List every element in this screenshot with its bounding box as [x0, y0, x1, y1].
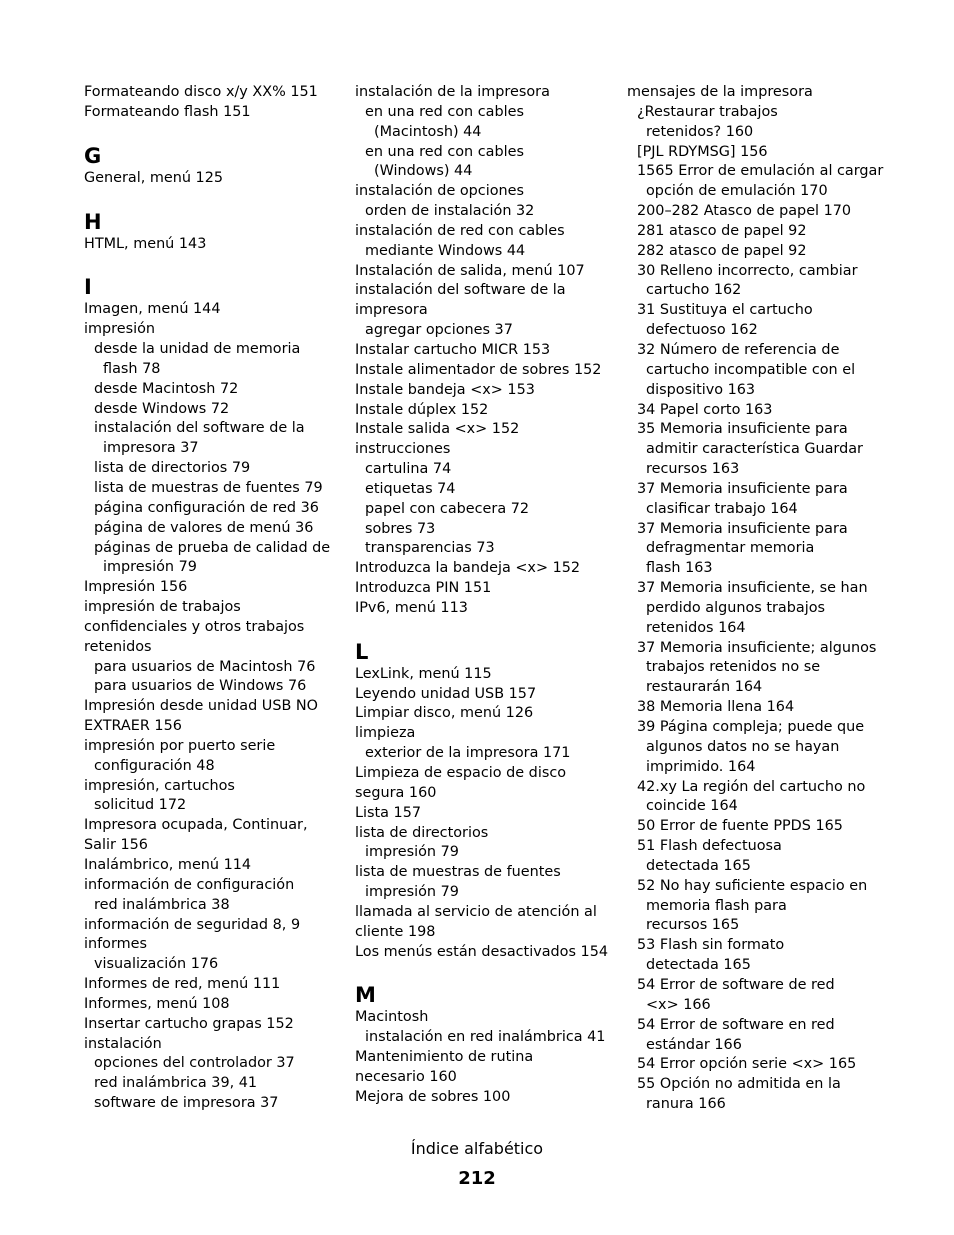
index-subentry: 37 Memoria insuficiente; algunos — [637, 639, 877, 656]
index-entry: segura 160 — [355, 784, 437, 801]
index-subentry: 32 Número de referencia de — [637, 341, 840, 358]
index-entry: General, menú 125 — [84, 169, 224, 186]
index-entry: Instalación de salida, menú 107 — [355, 262, 585, 279]
index-subentry: opción de emulación 170 — [646, 183, 828, 200]
index-subentry: desde la unidad de memoria — [94, 341, 301, 358]
index-subentry: 37 Memoria insuficiente para — [637, 480, 848, 497]
index-subentry: en una red con cables — [365, 143, 524, 160]
index-subentry: 37 Memoria insuficiente para — [637, 520, 848, 537]
index-subentry: detectada 165 — [646, 957, 751, 974]
index-subentry: desde Windows 72 — [94, 400, 230, 417]
index-subentry: agregar opciones 37 — [365, 322, 513, 339]
index-entry: Salir 156 — [84, 837, 148, 854]
index-entry: Instale dúplex 152 — [355, 401, 489, 418]
index-entry: limpieza — [355, 725, 416, 742]
index-letter-heading: I — [84, 275, 92, 300]
index-subentry: 54 Error de software de red — [637, 976, 835, 993]
index-letter-heading: G — [84, 143, 102, 168]
index-subentry: cartulina 74 — [365, 461, 452, 478]
index-subentry: flash 163 — [646, 560, 713, 577]
index-subentry: detectada 165 — [646, 857, 751, 874]
index-subentry: en una red con cables — [365, 103, 524, 120]
index-subentry: admitir característica Guardar — [646, 441, 863, 458]
index-subentry: retenidos 164 — [646, 619, 746, 636]
index-subentry: exterior de la impresora 171 — [365, 745, 571, 762]
index-entry: mensajes de la impresora — [627, 84, 813, 100]
index-entry: cliente 198 — [355, 923, 436, 940]
index-subentry: algunos datos no se hayan — [646, 738, 840, 755]
index-entry: Formateando flash 151 — [84, 103, 251, 120]
index-subentry: 282 atasco de papel 92 — [637, 242, 807, 259]
index-subentry: lista de muestras de fuentes 79 — [94, 479, 323, 496]
index-entry: confidenciales y otros trabajos — [84, 618, 305, 635]
index-entry: LexLink, menú 115 — [355, 665, 492, 682]
index-subentry: transparencias 73 — [365, 540, 495, 557]
index-subentry: software de impresora 37 — [94, 1095, 279, 1112]
index-subentry: cartucho incompatible con el — [646, 361, 856, 378]
index-subentry: coincide 164 — [646, 798, 738, 815]
index-entry: instalación de la impresora — [355, 84, 550, 100]
index-subentry: dispositivo 163 — [646, 381, 756, 398]
index-subentry: [PJL RDYMSG] 156 — [637, 143, 768, 160]
index-letter-heading: M — [355, 983, 376, 1008]
index-subentry: papel con cabecera 72 — [365, 500, 530, 517]
index-entry: Introduzca PIN 151 — [355, 580, 492, 597]
index-entry: informes — [84, 936, 148, 953]
index-subentry: desde Macintosh 72 — [94, 380, 239, 397]
index-subentry: páginas de prueba de calidad de — [94, 539, 331, 556]
index-subentry: impresión 79 — [365, 844, 459, 861]
index-entry: Instalar cartucho MICR 153 — [355, 341, 551, 358]
index-entry: Insertar cartucho grapas 152 — [84, 1015, 294, 1032]
index-subentry: 35 Memoria insuficiente para — [637, 421, 848, 438]
index-subentry: imprimido. 164 — [646, 758, 756, 775]
index-subentry: página de valores de menú 36 — [94, 519, 314, 536]
index-entry: Lista 157 — [355, 804, 422, 821]
index-subentry: red inalámbrica 39, 41 — [94, 1075, 258, 1092]
index-entry: Impresión desde unidad USB NO — [84, 698, 319, 715]
index-letter-heading: L — [355, 639, 369, 664]
index-subentry: 51 Flash defectuosa — [637, 838, 782, 855]
index-subentry: estándar 166 — [646, 1036, 742, 1053]
index-entry: instrucciones — [355, 441, 451, 458]
footer-section-title: Índice alfabético — [410, 1139, 544, 1158]
index-subentry: opciones del controlador 37 — [94, 1055, 295, 1072]
index-subentry: configuración 48 — [94, 757, 215, 774]
index-subentry: ¿Restaurar trabajos — [637, 103, 778, 120]
index-entry: Limpieza de espacio de disco — [355, 765, 567, 781]
index-subentry: 34 Papel corto 163 — [637, 401, 773, 418]
index-entry: Instale salida <x> 152 — [355, 421, 520, 438]
index-subentry: orden de instalación 32 — [365, 203, 535, 220]
index-subentry: (Windows) 44 — [374, 163, 473, 180]
index-entry: instalación — [84, 1035, 162, 1052]
index-subentry: trabajos retenidos no se — [646, 659, 821, 676]
index-entry: Los menús están desactivados 154 — [355, 943, 609, 960]
index-entry: EXTRAER 156 — [84, 718, 182, 735]
index-entry: Introduzca la bandeja <x> 152 — [355, 560, 581, 577]
index-subentry: perdido algunos trabajos — [646, 599, 825, 616]
index-subentry: página configuración de red 36 — [94, 499, 319, 516]
index-entry: impresión por puerto serie — [84, 737, 276, 754]
index-subentry: 54 Error opción serie <x> 165 — [637, 1056, 857, 1073]
index-subentry: instalación en red inalámbrica 41 — [365, 1029, 606, 1046]
index-entry: Inalámbrico, menú 114 — [84, 857, 252, 873]
index-entry: instalación de red con cables — [355, 222, 565, 239]
index-entry: impresora — [355, 302, 428, 319]
index-column-1 — [84, 83, 346, 1114]
index-entry: Formateando disco x/y XX% 151 — [84, 84, 318, 100]
index-entry: lista de directorios — [355, 824, 489, 841]
index-subentry: mediante Windows 44 — [365, 242, 526, 259]
index-entry: Informes de red, menú 111 — [84, 976, 281, 993]
index-subentry: 54 Error de software en red — [637, 1016, 835, 1033]
index-subentry: cartucho 162 — [646, 282, 742, 299]
index-subentry: 50 Error de fuente PPDS 165 — [637, 818, 843, 835]
index-subentry: recursos 165 — [646, 917, 740, 934]
index-subentry: recursos 163 — [646, 461, 740, 478]
index-entry: necesario 160 — [355, 1068, 457, 1085]
index-entry: impresión de trabajos — [84, 599, 241, 616]
index-subentry: impresión 79 — [365, 884, 459, 901]
index-subentry: lista de directorios 79 — [94, 460, 251, 477]
index-subentry: instalación del software de la — [94, 420, 305, 437]
index-subentry: 200–282 Atasco de papel 170 — [637, 203, 852, 220]
index-subentry: flash 78 — [103, 360, 161, 377]
index-subentry: defectuoso 162 — [646, 322, 758, 339]
index-entry: retenidos — [84, 638, 152, 655]
index-subentry: <x> 166 — [646, 996, 711, 1013]
index-column-3 — [627, 83, 897, 1115]
index-entry: Impresora ocupada, Continuar, — [84, 817, 308, 834]
index-entry: impresión — [84, 321, 156, 338]
index-subentry: 281 atasco de papel 92 — [637, 222, 807, 239]
index-subentry: (Macintosh) 44 — [374, 123, 482, 140]
index-entry: Instale bandeja <x> 153 — [355, 381, 535, 398]
index-entry: Mantenimiento de rutina — [355, 1049, 534, 1066]
index-subentry: clasificar trabajo 164 — [646, 500, 798, 517]
index-subentry: memoria flash para — [646, 897, 787, 914]
index-entry: Imagen, menú 144 — [84, 301, 221, 318]
footer-page-number: 212 — [458, 1168, 496, 1189]
index-subentry: ranura 166 — [646, 1096, 726, 1113]
index-subentry: 42.xy La región del cartucho no — [637, 778, 866, 795]
index-entry: IPv6, menú 113 — [355, 599, 468, 616]
index-subentry: impresora 37 — [103, 440, 199, 457]
index-subentry: solicitud 172 — [94, 797, 187, 814]
index-subentry: sobres 73 — [365, 520, 436, 537]
index-entry: Informes, menú 108 — [84, 995, 230, 1012]
index-subentry: para usuarios de Windows 76 — [94, 678, 307, 695]
index-subentry: 37 Memoria insuficiente, se han — [637, 580, 868, 597]
index-entry: HTML, menú 143 — [84, 235, 207, 252]
index-entry: instalación de opciones — [355, 183, 524, 200]
index-subentry: 55 Opción no admitida en la — [637, 1076, 841, 1093]
index-subentry: 53 Flash sin formato — [637, 937, 785, 954]
index-subentry: 38 Memoria llena 164 — [637, 699, 795, 716]
index-subentry: retenidos? 160 — [646, 123, 754, 140]
index-subentry: 30 Relleno incorrecto, cambiar — [637, 262, 858, 279]
index-entry: lista de muestras de fuentes — [355, 864, 561, 881]
index-entry: Impresión 156 — [84, 579, 188, 596]
index-entry: Leyendo unidad USB 157 — [355, 685, 537, 702]
index-subentry: defragmentar memoria — [646, 540, 815, 557]
index-subentry: red inalámbrica 38 — [94, 896, 230, 913]
index-subentry: 31 Sustituya el cartucho — [637, 302, 813, 319]
index-entry: impresión, cartuchos — [84, 777, 235, 794]
index-subentry: para usuarios de Macintosh 76 — [94, 658, 316, 675]
index-entry: información de seguridad 8, 9 — [84, 916, 301, 933]
index-entry: Macintosh — [355, 1009, 429, 1026]
index-entry: llamada al servicio de atención al — [355, 903, 597, 920]
index-subentry: 39 Página compleja; puede que — [637, 719, 865, 735]
index-entry: Mejora de sobres 100 — [355, 1088, 511, 1105]
index-entry: Instale alimentador de sobres 152 — [355, 361, 602, 378]
index-subentry: 52 No hay suficiente espacio en — [637, 877, 868, 894]
index-entry: Limpiar disco, menú 126 — [355, 705, 534, 722]
index-column-2 — [355, 83, 617, 1108]
index-entry: instalación del software de la — [355, 282, 566, 299]
index-letter-heading: H — [84, 209, 102, 234]
index-subentry: 1565 Error de emulación al cargar — [637, 163, 884, 180]
index-subentry: restaurarán 164 — [646, 679, 763, 696]
index-subentry: impresión 79 — [103, 559, 197, 576]
index-entry: información de configuración — [84, 876, 295, 893]
index-subentry: etiquetas 74 — [365, 480, 456, 497]
index-subentry: visualización 176 — [94, 956, 219, 973]
